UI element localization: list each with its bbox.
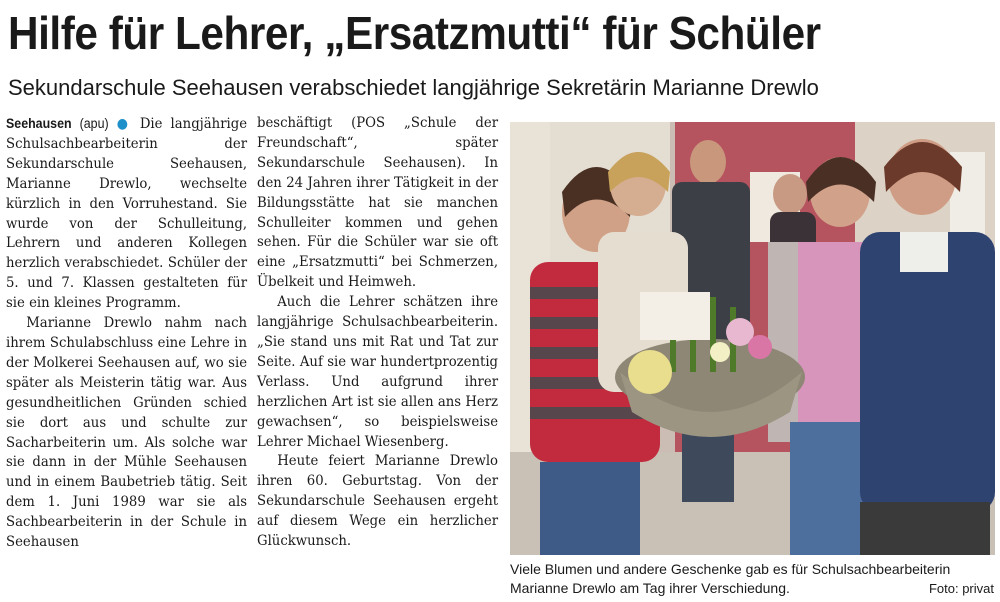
paragraph-career: Marianne Drewlo nahm nach ihrem Schulabschluss eine Lehre in der Molkerei Seehausen auf, wo sie später als Meisterin tätig war. Aus gesundheitlichen Gründen schied sie dort aus und schulte zur Sacharbeiterin um. Als solche war sie dann in der Mühle Seehausen und in einem Baubetrieb tätig. Seit dem 1. Juni 1989 war sie als Sachbearbeiterin in der Schule in Seehausen xyxy=(6,315,248,551)
paragraph-teachers: Auch die Lehrer schätzen ihre langjährige Schulsachbearbeiterin. „Sie stand uns mit Rat und Tat zur Seite. Auf sie war hundertprozentig Verlass. Und aufgrund ihrer herzlichen Art ist sie allen ans Herz gewachsen“, so beispielsweise Lehrer Michael Wiesenberg. xyxy=(257,294,499,450)
photo-credit: Foto: privat xyxy=(928,581,994,596)
paragraph-intro xyxy=(6,114,247,314)
photo-illustration xyxy=(510,122,995,555)
agency-tag: (apu) xyxy=(79,116,109,131)
paragraph-continued: beschäftigt (POS „Schule der Freundschaft“, später Sekundarschule Seehausen). In den 24 Jahren ihrer Tätigkeit in der Bildungsstätte hat sie manchen Schulleiter kommen und gehen sehen. Für die Schüler war sie oft eine „Ersatzmutti“ bei Schmerzen, Übelkeit und Heimweh. xyxy=(257,115,499,291)
article-column-2 xyxy=(257,114,498,552)
photo-caption: Viele Blumen und andere Geschenke gab es für Schulsachbearbeiterin Marianne Drewlo am Tag ihrer Verschiedung. xyxy=(510,561,951,596)
subheadline: Sekundarschule Seehausen verabschiedet langjährige Sekretärin Marianne Drewlo xyxy=(8,75,819,100)
headline: Hilfe für Lehrer, „Ersatzmutti“ für Schüler xyxy=(8,7,821,59)
dateline: Seehausen xyxy=(6,116,72,131)
article-column-1 xyxy=(6,114,247,553)
article-photo xyxy=(510,122,995,555)
bullet-dot-icon: ● xyxy=(116,116,132,132)
paragraph-text: Die langjährige Schulsachbearbeiterin der Sekundarschule Seehausen, Marianne Drewlo, wechselte kürzlich in den Vorruhestand. Sie wurde von der Schulleitung, Lehrern und anderen Kollegen herzlich verabschiedet. Schüler der 5. und 7. Klassen gestalteten für sie ein kleines Programm. xyxy=(6,116,248,312)
paragraph-birthday: Heute feiert Marianne Drewlo ihren 60. Geburtstag. Von der Sekundarschule Seehausen ergeht auf diesem Wege ein herzlicher Glückwunsch. xyxy=(257,453,499,550)
